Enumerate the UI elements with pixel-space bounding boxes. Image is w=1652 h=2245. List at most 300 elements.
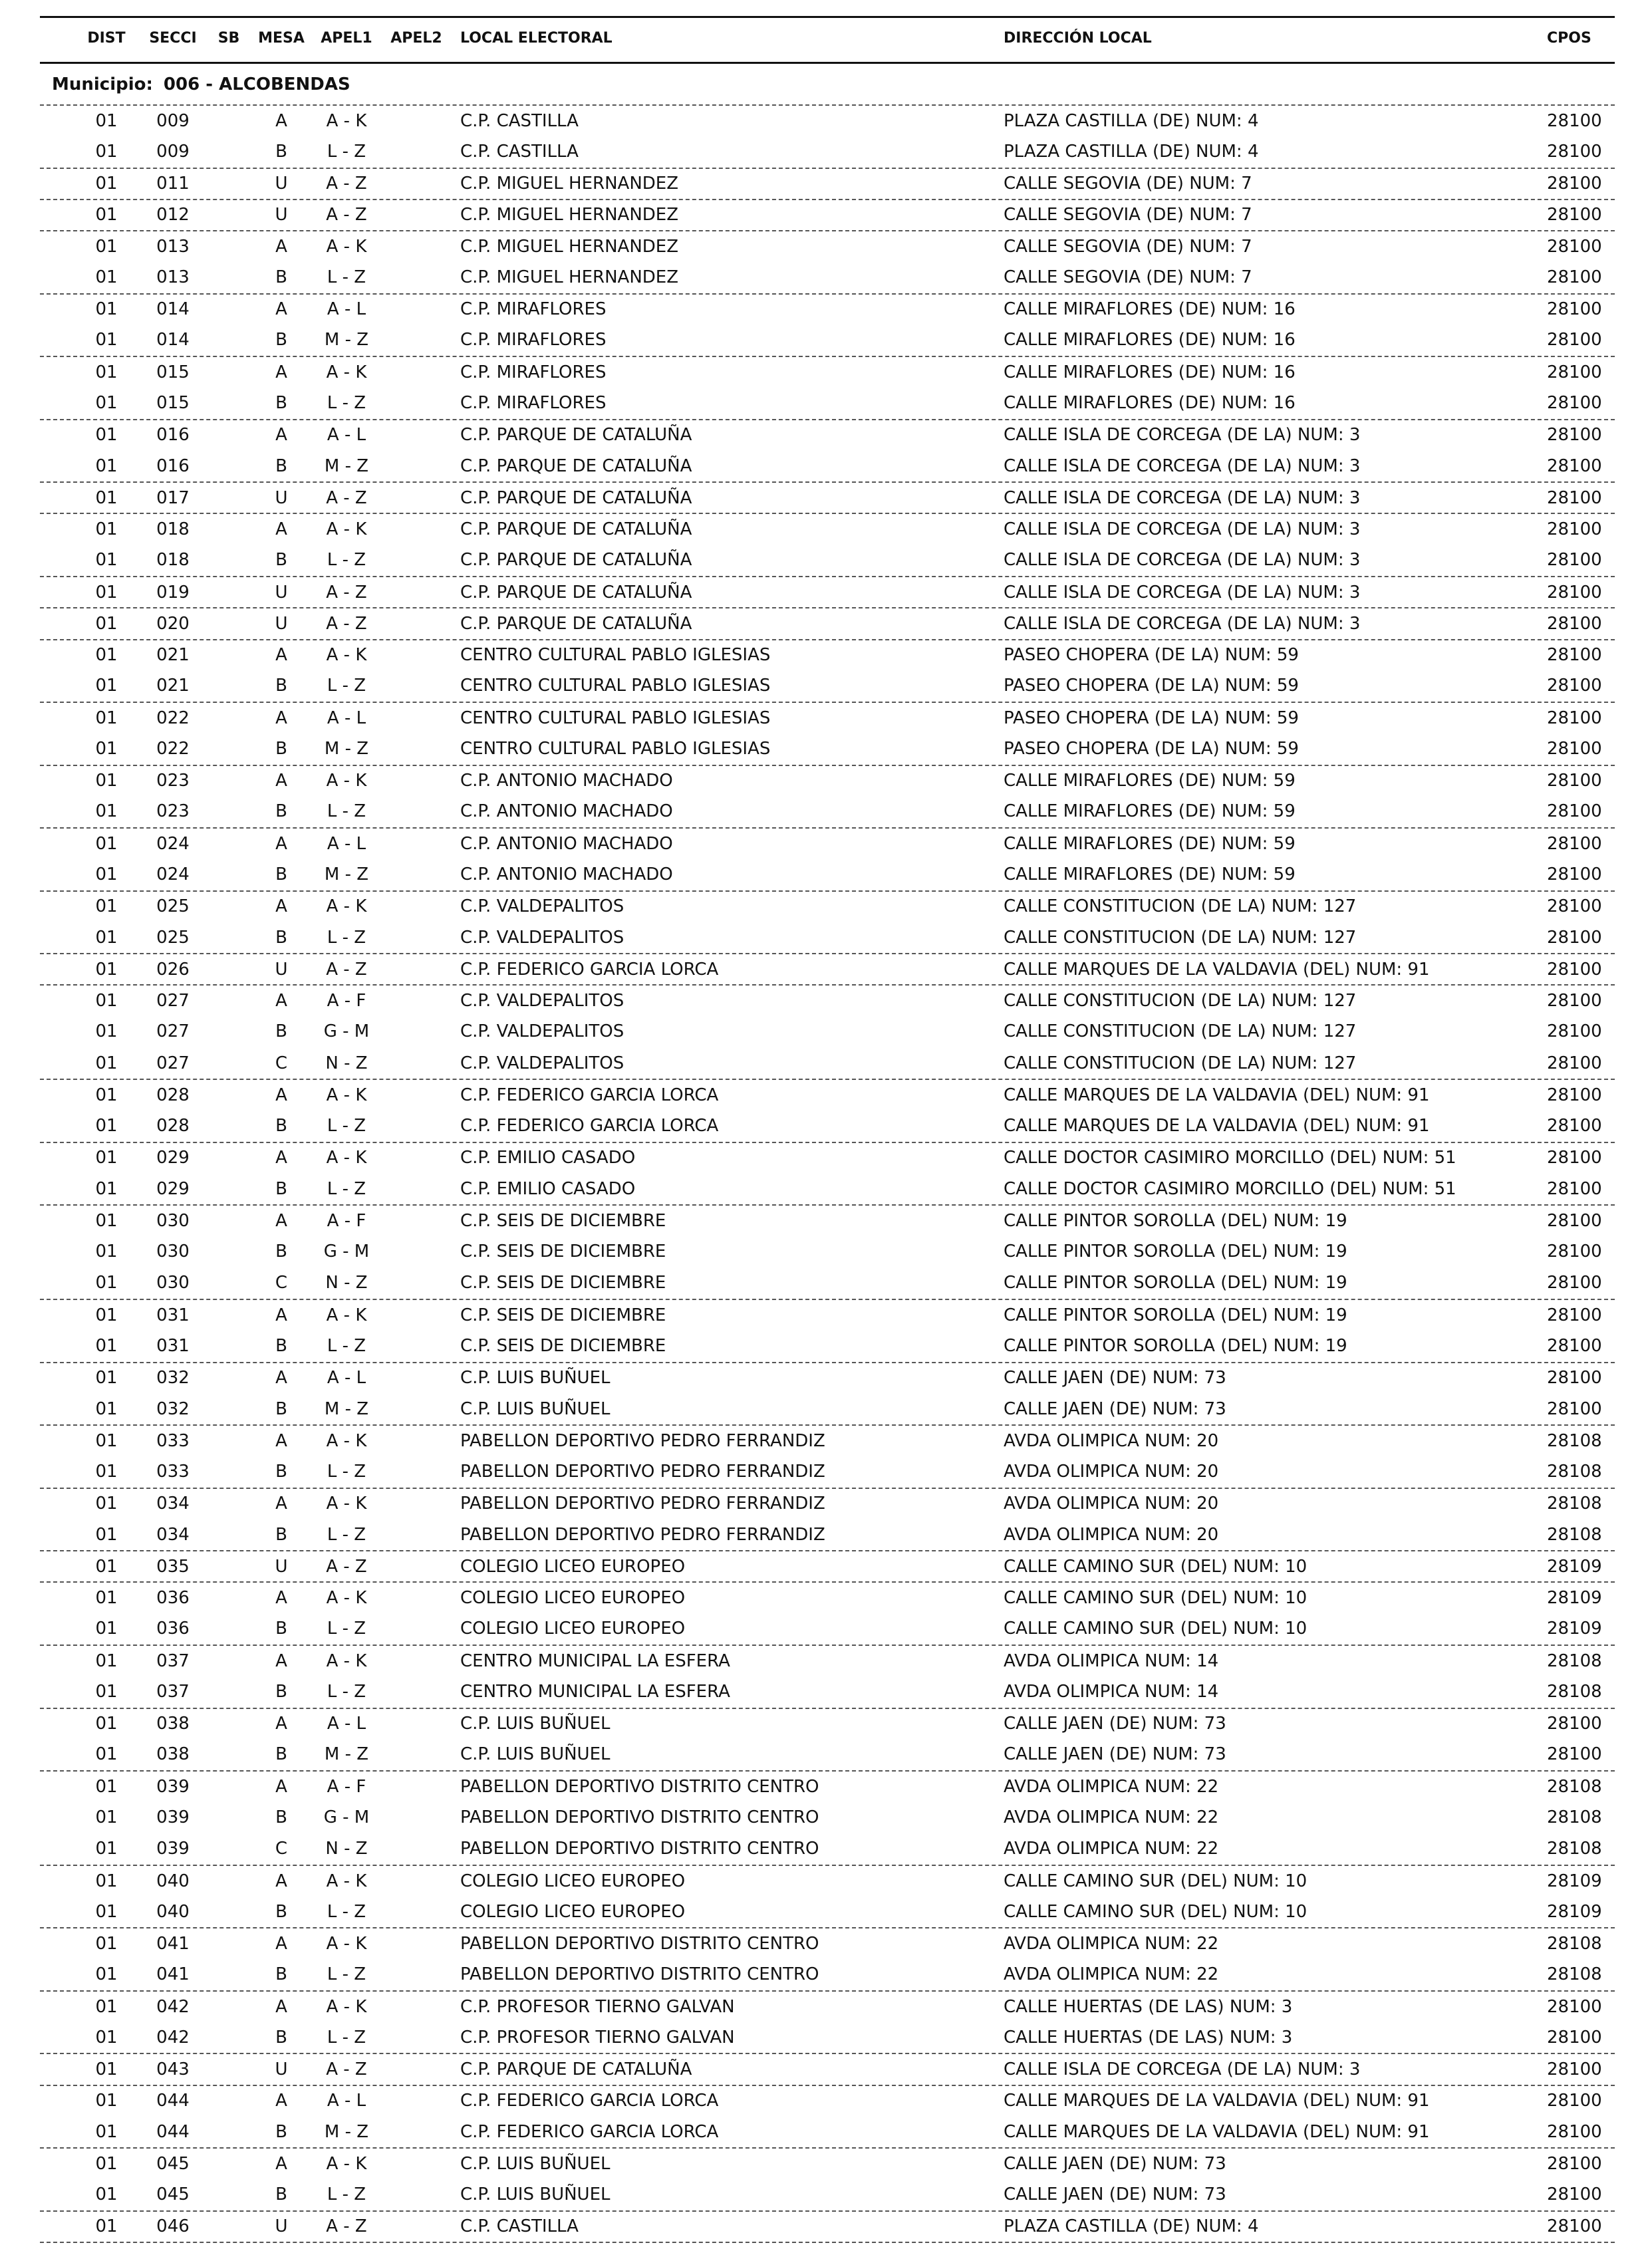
cell-secci: 029 (156, 1178, 190, 1199)
cell-apel1: L - Z (327, 927, 366, 948)
table-row (40, 387, 1615, 418)
cell-direccion: PLAZA CASTILLA (DE) NUM: 4 (1004, 2216, 1259, 2237)
cell-apel1: M - Z (324, 456, 369, 476)
cell-dist: 01 (95, 174, 118, 194)
cell-local: COLEGIO LICEO EUROPEO (460, 1901, 686, 1922)
cell-direccion: CALLE PINTOR SOROLLA (DEL) NUM: 19 (1004, 1305, 1347, 1325)
cell-secci: 030 (156, 1210, 190, 1231)
cell-mesa: A (275, 1148, 287, 1168)
cell-apel1: A - Z (326, 2059, 367, 2080)
cell-cpos: 28100 (1547, 1085, 1602, 1105)
cell-dist: 01 (95, 927, 118, 948)
header-top-rule (40, 16, 1615, 18)
cell-local: C.P. MIRAFLORES (460, 330, 607, 350)
cell-apel1: A - K (326, 2153, 367, 2174)
cell-dist: 01 (95, 991, 118, 1011)
cell-apel1: A - Z (326, 205, 367, 225)
cell-mesa: A (275, 362, 287, 382)
cell-mesa: A (275, 2091, 287, 2111)
cell-cpos: 28100 (1547, 582, 1602, 602)
cell-cpos: 28100 (1547, 205, 1602, 225)
cell-cpos: 28100 (1547, 991, 1602, 1011)
cell-cpos: 28100 (1547, 1242, 1602, 1262)
cell-secci: 035 (156, 1556, 190, 1577)
cell-dist: 01 (95, 959, 118, 980)
cell-cpos: 28100 (1547, 833, 1602, 854)
cell-local: C.P. VALDEPALITOS (460, 896, 624, 917)
cell-cpos: 28100 (1547, 1021, 1602, 1042)
cell-direccion: PASEO CHOPERA (DE LA) NUM: 59 (1004, 645, 1299, 666)
cell-local: CENTRO CULTURAL PABLO IGLESIAS (460, 676, 771, 696)
cell-apel1: L - Z (327, 550, 366, 571)
cell-secci: 009 (156, 141, 190, 162)
cell-secci: 041 (156, 1964, 190, 1985)
cell-apel1: A - K (326, 519, 367, 540)
cell-cpos: 28109 (1547, 1901, 1602, 1922)
cell-local: C.P. PARQUE DE CATALUÑA (460, 425, 692, 446)
cell-secci: 034 (156, 1494, 190, 1514)
cell-local: C.P. MIRAFLORES (460, 299, 607, 320)
cell-dist: 01 (95, 1053, 118, 1073)
cell-secci: 013 (156, 267, 190, 287)
cell-local: C.P. FEDERICO GARCIA LORCA (460, 1116, 719, 1136)
cell-local: C.P. MIRAFLORES (460, 393, 607, 414)
cell-secci: 031 (156, 1335, 190, 1356)
cell-direccion: CALLE MARQUES DE LA VALDAVIA (DEL) NUM: 91 (1004, 1116, 1430, 1136)
cell-mesa: U (275, 2216, 288, 2237)
cell-dist: 01 (95, 1901, 118, 1922)
cell-local: C.P. VALDEPALITOS (460, 1053, 624, 1073)
cell-direccion: CALLE MIRAFLORES (DE) NUM: 59 (1004, 771, 1296, 791)
cell-direccion: CALLE ISLA DE CORCEGA (DE LA) NUM: 3 (1004, 519, 1361, 540)
cell-secci: 013 (156, 236, 190, 257)
cell-mesa: B (275, 141, 287, 162)
cell-direccion: CALLE ISLA DE CORCEGA (DE LA) NUM: 3 (1004, 425, 1361, 446)
cell-dist: 01 (95, 330, 118, 350)
cell-direccion: CALLE CAMINO SUR (DEL) NUM: 10 (1004, 1619, 1308, 1639)
column-header-mesa: MESA (258, 30, 305, 47)
polling-station-table (40, 104, 1615, 2243)
cell-direccion: CALLE ISLA DE CORCEGA (DE LA) NUM: 3 (1004, 487, 1361, 508)
table-row (40, 922, 1615, 953)
cell-apel1: A - L (327, 1714, 366, 1734)
cell-direccion: CALLE CAMINO SUR (DEL) NUM: 10 (1004, 1588, 1308, 1609)
cell-mesa: A (275, 645, 287, 666)
cell-direccion: AVDA OLIMPICA NUM: 20 (1004, 1462, 1219, 1482)
cell-secci: 045 (156, 2153, 190, 2174)
header-bottom-rule (40, 62, 1615, 64)
cell-cpos: 28100 (1547, 959, 1602, 980)
cell-local: C.P. FEDERICO GARCIA LORCA (460, 2091, 719, 2111)
cell-local: C.P. LUIS BUÑUEL (460, 1368, 611, 1388)
cell-cpos: 28100 (1547, 1335, 1602, 1356)
cell-apel1: A - K (326, 896, 367, 917)
cell-apel1: A - K (326, 1871, 367, 1891)
table-row (40, 1393, 1615, 1424)
cell-apel1: A - L (327, 1368, 366, 1388)
table-row (40, 168, 1615, 199)
cell-mesa: A (275, 833, 287, 854)
cell-cpos: 28100 (1547, 1398, 1602, 1419)
cell-secci: 038 (156, 1744, 190, 1765)
cell-dist: 01 (95, 1273, 118, 1293)
cell-direccion: CALLE JAEN (DE) NUM: 73 (1004, 2153, 1226, 2174)
table-row (40, 293, 1615, 325)
cell-mesa: A (275, 519, 287, 540)
cell-secci: 045 (156, 2184, 190, 2205)
cell-local: C.P. PARQUE DE CATALUÑA (460, 456, 692, 476)
cell-dist: 01 (95, 1305, 118, 1325)
cell-direccion: CALLE PINTOR SOROLLA (DEL) NUM: 19 (1004, 1242, 1347, 1262)
table-row (40, 1990, 1615, 2022)
cell-secci: 030 (156, 1242, 190, 1262)
table-row (40, 1927, 1615, 1958)
cell-cpos: 28100 (1547, 519, 1602, 540)
cell-secci: 027 (156, 1021, 190, 1042)
cell-direccion: CALLE CAMINO SUR (DEL) NUM: 10 (1004, 1871, 1308, 1891)
cell-cpos: 28100 (1547, 141, 1602, 162)
cell-dist: 01 (95, 1934, 118, 1954)
cell-secci: 029 (156, 1148, 190, 1168)
table-row (40, 2147, 1615, 2179)
cell-secci: 018 (156, 519, 190, 540)
cell-mesa: B (275, 1335, 287, 1356)
cell-local: COLEGIO LICEO EUROPEO (460, 1588, 686, 1609)
table-row (40, 450, 1615, 481)
cell-dist: 01 (95, 1178, 118, 1199)
column-header-dist: DIST (87, 30, 126, 47)
cell-dist: 01 (95, 2121, 118, 2142)
cell-secci: 046 (156, 2216, 190, 2237)
cell-apel1: A - L (327, 708, 366, 728)
cell-cpos: 28100 (1547, 2153, 1602, 2174)
cell-local: PABELLON DEPORTIVO PEDRO FERRANDIZ (460, 1462, 825, 1482)
table-row (40, 890, 1615, 922)
cell-secci: 021 (156, 645, 190, 666)
cell-apel1: M - Z (324, 1744, 369, 1765)
cell-mesa: B (275, 1807, 287, 1827)
cell-cpos: 28100 (1547, 738, 1602, 759)
cell-secci: 025 (156, 927, 190, 948)
cell-direccion: PASEO CHOPERA (DE LA) NUM: 59 (1004, 708, 1299, 728)
cell-cpos: 28100 (1547, 1273, 1602, 1293)
cell-local: C.P. FEDERICO GARCIA LORCA (460, 1085, 719, 1105)
cell-dist: 01 (95, 582, 118, 602)
cell-local: C.P. EMILIO CASADO (460, 1148, 636, 1168)
cell-mesa: B (275, 1619, 287, 1639)
cell-mesa: U (275, 1556, 288, 1577)
cell-secci: 034 (156, 1524, 190, 1545)
cell-mesa: B (275, 267, 287, 287)
cell-mesa: A (275, 1494, 287, 1514)
table-row (40, 639, 1615, 670)
cell-cpos: 28100 (1547, 1116, 1602, 1136)
cell-direccion: CALLE MARQUES DE LA VALDAVIA (DEL) NUM: 91 (1004, 1085, 1430, 1105)
column-header-row (40, 27, 1615, 51)
table-row (40, 1362, 1615, 1393)
cell-apel1: A - Z (326, 2216, 367, 2237)
cell-apel1: N - Z (325, 1273, 368, 1293)
cell-cpos: 28100 (1547, 487, 1602, 508)
cell-secci: 015 (156, 362, 190, 382)
cell-dist: 01 (95, 1494, 118, 1514)
cell-local: C.P. MIGUEL HERNANDEZ (460, 267, 679, 287)
table-row (40, 230, 1615, 261)
cell-cpos: 28100 (1547, 645, 1602, 666)
cell-apel1: A - K (326, 1588, 367, 1609)
table-row (40, 827, 1615, 858)
cell-apel1: A - Z (326, 582, 367, 602)
cell-secci: 036 (156, 1588, 190, 1609)
cell-apel1: A - F (327, 1776, 366, 1797)
table-row (40, 325, 1615, 356)
cell-cpos: 28100 (1547, 1053, 1602, 1073)
cell-secci: 032 (156, 1398, 190, 1419)
table-row (40, 1770, 1615, 1801)
cell-dist: 01 (95, 801, 118, 822)
table-row (40, 1267, 1615, 1299)
cell-cpos: 28100 (1547, 708, 1602, 728)
cell-dist: 01 (95, 1619, 118, 1639)
cell-apel1: A - K (326, 1085, 367, 1105)
cell-secci: 011 (156, 174, 190, 194)
cell-local: C.P. SEIS DE DICIEMBRE (460, 1335, 666, 1356)
cell-cpos: 28100 (1547, 174, 1602, 194)
table-row (40, 1739, 1615, 1770)
cell-secci: 031 (156, 1305, 190, 1325)
cell-cpos: 28100 (1547, 550, 1602, 571)
cell-cpos: 28100 (1547, 613, 1602, 634)
cell-mesa: U (275, 959, 288, 980)
cell-direccion: CALLE ISLA DE CORCEGA (DE LA) NUM: 3 (1004, 2059, 1361, 2080)
cell-mesa: B (275, 1901, 287, 1922)
cell-cpos: 28100 (1547, 425, 1602, 446)
cell-dist: 01 (95, 1368, 118, 1388)
cell-local: CENTRO CULTURAL PABLO IGLESIAS (460, 708, 771, 728)
cell-apel1: A - L (327, 425, 366, 446)
table-row (40, 733, 1615, 764)
table-row (40, 1865, 1615, 1896)
table-row (40, 513, 1615, 544)
cell-mesa: B (275, 864, 287, 884)
cell-dist: 01 (95, 1116, 118, 1136)
cell-local: C.P. PARQUE DE CATALUÑA (460, 487, 692, 508)
cell-direccion: CALLE MIRAFLORES (DE) NUM: 59 (1004, 801, 1296, 822)
cell-local: PABELLON DEPORTIVO DISTRITO CENTRO (460, 1839, 819, 1859)
cell-mesa: B (275, 2027, 287, 2047)
cell-local: C.P. VALDEPALITOS (460, 991, 624, 1011)
cell-apel1: A - K (326, 1430, 367, 1451)
cell-cpos: 28109 (1547, 1556, 1602, 1577)
cell-direccion: CALLE CONSTITUCION (DE LA) NUM: 127 (1004, 1021, 1357, 1042)
cell-dist: 01 (95, 205, 118, 225)
cell-local: C.P. VALDEPALITOS (460, 927, 624, 948)
table-row (40, 2085, 1615, 2116)
cell-direccion: CALLE HUERTAS (DE LAS) NUM: 3 (1004, 2027, 1293, 2047)
cell-apel1: A - K (326, 645, 367, 666)
cell-secci: 027 (156, 991, 190, 1011)
cell-secci: 023 (156, 771, 190, 791)
cell-direccion: CALLE JAEN (DE) NUM: 73 (1004, 1368, 1226, 1388)
cell-mesa: A (275, 708, 287, 728)
table-row (40, 1645, 1615, 1676)
cell-cpos: 28108 (1547, 1807, 1602, 1827)
cell-mesa: A (275, 1996, 287, 2017)
cell-dist: 01 (95, 141, 118, 162)
cell-direccion: CALLE CAMINO SUR (DEL) NUM: 10 (1004, 1556, 1308, 1577)
table-row (40, 1330, 1615, 1361)
cell-mesa: B (275, 1021, 287, 1042)
cell-local: CENTRO MUNICIPAL LA ESFERA (460, 1651, 730, 1671)
cell-dist: 01 (95, 1839, 118, 1859)
cell-mesa: B (275, 1398, 287, 1419)
table-row (40, 953, 1615, 984)
table-row (40, 1676, 1615, 1707)
cell-secci: 016 (156, 425, 190, 446)
cell-secci: 044 (156, 2121, 190, 2142)
cell-dist: 01 (95, 299, 118, 320)
cell-cpos: 28100 (1547, 1210, 1602, 1231)
cell-apel1: A - Z (326, 487, 367, 508)
cell-mesa: U (275, 205, 288, 225)
table-row (40, 1236, 1615, 1267)
cell-dist: 01 (95, 738, 118, 759)
table-row (40, 481, 1615, 513)
cell-direccion: CALLE CONSTITUCION (DE LA) NUM: 127 (1004, 991, 1357, 1011)
cell-apel1: A - F (327, 991, 366, 1011)
cell-mesa: B (275, 1116, 287, 1136)
cell-cpos: 28100 (1547, 1305, 1602, 1325)
cell-direccion: CALLE JAEN (DE) NUM: 73 (1004, 1714, 1226, 1734)
table-row (40, 1896, 1615, 1927)
cell-mesa: B (275, 738, 287, 759)
cell-cpos: 28108 (1547, 1651, 1602, 1671)
cell-direccion: CALLE PINTOR SOROLLA (DEL) NUM: 19 (1004, 1335, 1347, 1356)
cell-dist: 01 (95, 1714, 118, 1734)
cell-direccion: CALLE CONSTITUCION (DE LA) NUM: 127 (1004, 1053, 1357, 1073)
cell-dist: 01 (95, 2184, 118, 2205)
cell-secci: 028 (156, 1116, 190, 1136)
cell-secci: 021 (156, 676, 190, 696)
cell-dist: 01 (95, 2091, 118, 2111)
cell-secci: 014 (156, 330, 190, 350)
cell-direccion: CALLE MIRAFLORES (DE) NUM: 16 (1004, 362, 1296, 382)
cell-mesa: B (275, 801, 287, 822)
cell-secci: 033 (156, 1462, 190, 1482)
cell-apel1: A - Z (326, 959, 367, 980)
cell-dist: 01 (95, 1462, 118, 1482)
table-row (40, 984, 1615, 1015)
cell-apel1: L - Z (327, 676, 366, 696)
cell-dist: 01 (95, 393, 118, 414)
cell-secci: 039 (156, 1807, 190, 1827)
cell-secci: 039 (156, 1839, 190, 1859)
cell-direccion: AVDA OLIMPICA NUM: 14 (1004, 1651, 1219, 1671)
cell-local: C.P. PROFESOR TIERNO GALVAN (460, 2027, 735, 2047)
cell-apel1: L - Z (327, 2027, 366, 2047)
cell-direccion: CALLE SEGOVIA (DE) NUM: 7 (1004, 205, 1252, 225)
cell-dist: 01 (95, 236, 118, 257)
cell-dist: 01 (95, 1556, 118, 1577)
cell-mesa: B (275, 1744, 287, 1765)
cell-mesa: A (275, 2153, 287, 2174)
cell-local: C.P. SEIS DE DICIEMBRE (460, 1210, 666, 1231)
table-row (40, 1581, 1615, 1613)
cell-dist: 01 (95, 896, 118, 917)
cell-cpos: 28100 (1547, 896, 1602, 917)
table-row (40, 1047, 1615, 1079)
cell-local: C.P. PARQUE DE CATALUÑA (460, 2059, 692, 2080)
cell-direccion: CALLE MIRAFLORES (DE) NUM: 16 (1004, 330, 1296, 350)
cell-direccion: AVDA OLIMPICA NUM: 22 (1004, 1807, 1219, 1827)
table-row (40, 1550, 1615, 1581)
cell-local: C.P. PARQUE DE CATALUÑA (460, 519, 692, 540)
cell-mesa: B (275, 1242, 287, 1262)
cell-secci: 039 (156, 1776, 190, 1797)
table-row (40, 261, 1615, 293)
cell-direccion: CALLE PINTOR SOROLLA (DEL) NUM: 19 (1004, 1210, 1347, 1231)
cell-dist: 01 (95, 2216, 118, 2237)
cell-apel1: A - K (326, 236, 367, 257)
cell-cpos: 28100 (1547, 1714, 1602, 1734)
cell-mesa: A (275, 991, 287, 1011)
table-row (40, 1204, 1615, 1236)
cell-cpos: 28100 (1547, 362, 1602, 382)
cell-secci: 014 (156, 299, 190, 320)
cell-local: C.P. ANTONIO MACHADO (460, 833, 673, 854)
cell-local: C.P. ANTONIO MACHADO (460, 864, 673, 884)
table-row (40, 545, 1615, 576)
cell-direccion: CALLE MIRAFLORES (DE) NUM: 59 (1004, 864, 1296, 884)
cell-local: C.P. CASTILLA (460, 110, 579, 131)
cell-direccion: AVDA OLIMPICA NUM: 14 (1004, 1681, 1219, 1702)
cell-secci: 016 (156, 456, 190, 476)
cell-dist: 01 (95, 1210, 118, 1231)
cell-local: C.P. LUIS BUÑUEL (460, 2184, 611, 2205)
cell-secci: 022 (156, 738, 190, 759)
cell-apel1: M - Z (324, 2121, 369, 2142)
cell-dist: 01 (95, 1651, 118, 1671)
cell-direccion: AVDA OLIMPICA NUM: 22 (1004, 1776, 1219, 1797)
cell-mesa: B (275, 1524, 287, 1545)
cell-dist: 01 (95, 1681, 118, 1702)
cell-cpos: 28100 (1547, 1744, 1602, 1765)
cell-cpos: 28108 (1547, 1681, 1602, 1702)
cell-cpos: 28100 (1547, 2184, 1602, 2205)
cell-apel1: L - Z (327, 141, 366, 162)
cell-apel1: L - Z (327, 1335, 366, 1356)
cell-apel1: A - Z (326, 174, 367, 194)
cell-dist: 01 (95, 550, 118, 571)
cell-apel1: A - Z (326, 1556, 367, 1577)
cell-mesa: B (275, 550, 287, 571)
cell-direccion: CALLE ISLA DE CORCEGA (DE LA) NUM: 3 (1004, 613, 1361, 634)
cell-apel1: A - K (326, 771, 367, 791)
cell-secci: 043 (156, 2059, 190, 2080)
cell-local: C.P. LUIS BUÑUEL (460, 1398, 611, 1419)
cell-apel1: L - Z (327, 1116, 366, 1136)
cell-secci: 022 (156, 708, 190, 728)
cell-secci: 015 (156, 393, 190, 414)
cell-mesa: A (275, 1651, 287, 1671)
cell-apel1: L - Z (327, 801, 366, 822)
cell-dist: 01 (95, 1148, 118, 1168)
cell-mesa: B (275, 456, 287, 476)
cell-dist: 01 (95, 1588, 118, 1609)
cell-cpos: 28100 (1547, 1148, 1602, 1168)
cell-local: C.P. ANTONIO MACHADO (460, 801, 673, 822)
table-row (40, 2116, 1615, 2147)
